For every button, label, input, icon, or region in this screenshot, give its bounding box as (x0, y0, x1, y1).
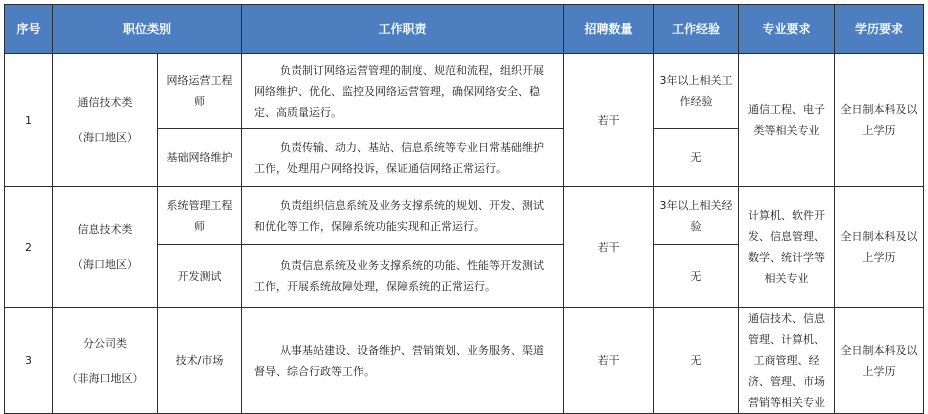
position-title: 开发测试 (158, 245, 242, 308)
table-row (5, 308, 924, 414)
experience-cell: 3年以上相关工作经验 (654, 54, 739, 129)
recruitment-table (4, 4, 924, 414)
duty-cell: 负责制订网络运营管理的制度、规范和流程，组织开展网络维护、优化、监控及网络运营管理，确保网络安全、稳定、高质量运行。 (242, 54, 564, 129)
category-region: （海口地区） (72, 131, 138, 144)
major-cell: 计算机、软件开发、信息管理、数学、统计学等相关专业 (739, 187, 835, 308)
experience-cell: 无 (654, 245, 739, 308)
category-cell (53, 308, 158, 414)
header-education: 学历要求 (835, 5, 924, 54)
education-cell: 全日制本科及以上学历 (835, 54, 924, 187)
experience-cell: 无 (654, 308, 739, 414)
education-cell: 全日制本科及以上学历 (835, 187, 924, 308)
duty-cell: 负责传输、动力、基站、信息系统等专业日常基础维护工作，处理用户网络投诉，保证通信网络正常运行。 (242, 129, 564, 187)
quantity-cell: 若干 (564, 187, 654, 308)
duty-cell: 负责组织信息系统及业务支撑系统的规划、开发、测试和优化等工作，保障系统功能实现和正常运行。 (242, 187, 564, 245)
recruitment-table-container (4, 4, 923, 407)
header-quantity: 招聘数量 (564, 5, 654, 54)
row-index: 2 (5, 187, 53, 308)
category-region: （非海口地区） (66, 371, 144, 385)
category-name: 信息技术类 (77, 223, 133, 236)
row-index: 1 (5, 54, 53, 187)
position-title: 基础网络维护 (158, 129, 242, 187)
duty-cell: 负责信息系统及业务支撑系统的功能、性能等开发测试工作，开展系统故障处理，保障系统的正常运行。 (242, 245, 564, 308)
category-name: 分公司类 (83, 336, 127, 350)
header-index: 序号 (5, 5, 53, 54)
table-row (5, 187, 924, 245)
header-row (5, 5, 924, 54)
position-title: 网络运营工程师 (158, 54, 242, 129)
header-major: 专业要求 (739, 5, 835, 54)
position-title: 技术/市场 (158, 308, 242, 414)
table-row (5, 54, 924, 129)
header-experience: 工作经验 (654, 5, 739, 54)
major-cell: 通信工程、电子类等相关专业 (739, 54, 835, 187)
duty-cell: 从事基站建设、设备维护、营销策划、业务服务、渠道督导、综合行政等工作。 (242, 308, 564, 414)
header-category: 职位类别 (53, 5, 242, 54)
category-cell (53, 54, 158, 187)
category-region: （海口地区） (72, 258, 138, 271)
experience-cell: 3年以上相关经验 (654, 187, 739, 245)
major-cell: 通信技术、信息管理、计算机、工商管理、经济、管理、市场营销等相关专业 (739, 308, 835, 414)
header-duty: 工作职责 (242, 5, 564, 54)
quantity-cell: 若干 (564, 54, 654, 187)
quantity-cell: 若干 (564, 308, 654, 414)
row-index: 3 (5, 308, 53, 414)
education-cell: 全日制本科及以上学历 (835, 308, 924, 414)
experience-cell: 无 (654, 129, 739, 187)
category-name: 通信技术类 (77, 96, 133, 109)
category-cell (53, 187, 158, 308)
position-title: 系统管理工程师 (158, 187, 242, 245)
